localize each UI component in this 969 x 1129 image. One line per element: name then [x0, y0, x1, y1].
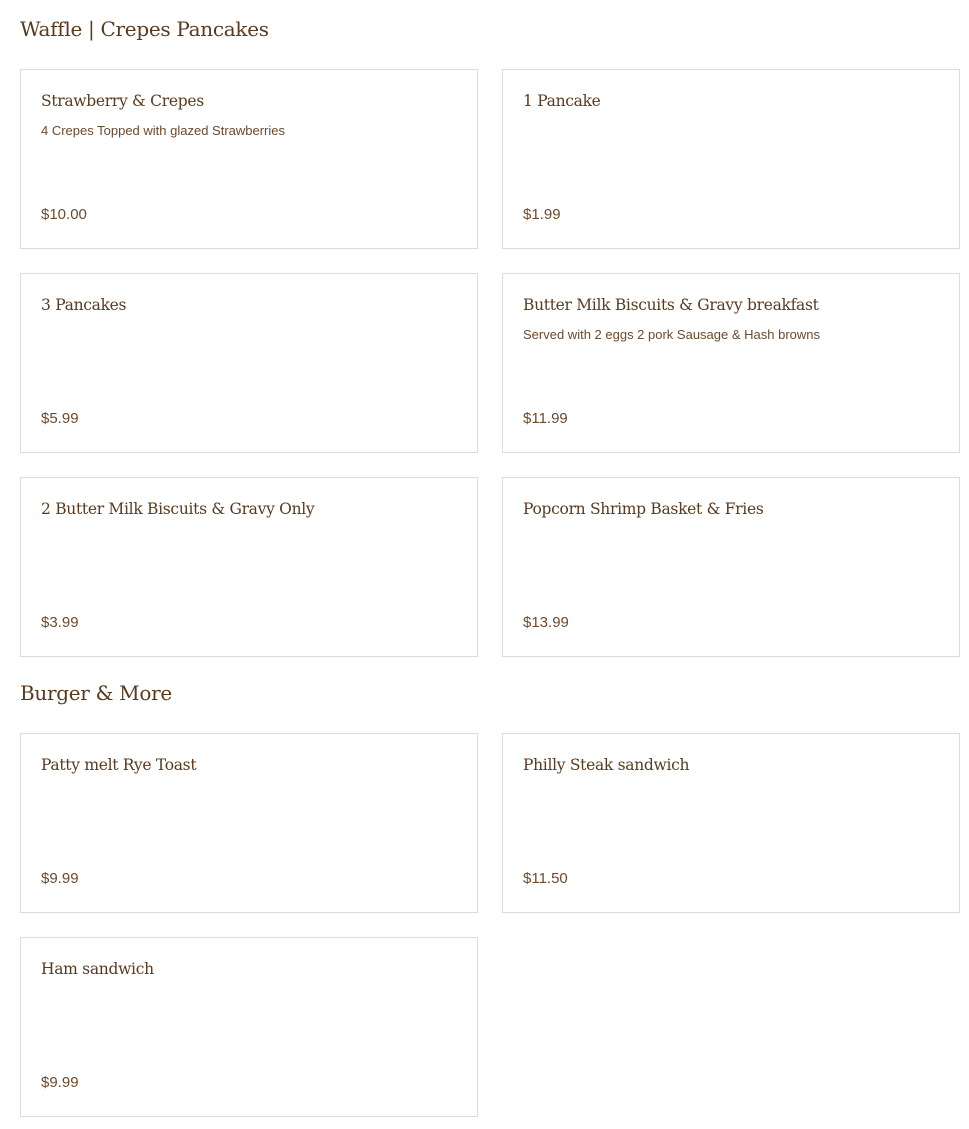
menu-item-card[interactable] — [502, 273, 960, 453]
menu-item-price: $3.99 — [41, 614, 79, 631]
menu-item-name: Ham sandwich — [41, 960, 154, 978]
menu-item-name: 2 Butter Milk Biscuits & Gravy Only — [41, 500, 315, 518]
menu-item-card[interactable] — [502, 477, 960, 657]
menu-item-card[interactable] — [502, 69, 960, 249]
menu-item-card[interactable] — [20, 477, 478, 657]
menu-item-card[interactable] — [20, 273, 478, 453]
menu-item-card[interactable] — [502, 733, 960, 913]
menu-item-name: Strawberry & Crepes — [41, 92, 204, 110]
menu-item-name: Butter Milk Biscuits & Gravy breakfast — [523, 296, 819, 314]
menu-item-price: $9.99 — [41, 870, 79, 887]
menu-item-card[interactable] — [20, 69, 478, 249]
menu-item-price: $10.00 — [41, 206, 87, 223]
menu-item-price: $11.50 — [523, 870, 568, 887]
menu-item-description: 4 Crepes Topped with glazed Strawberries — [41, 123, 286, 138]
menu-item-name: Patty melt Rye Toast — [41, 756, 197, 774]
menu-item-name: Popcorn Shrimp Basket & Fries — [523, 500, 764, 518]
menu-item-card[interactable] — [20, 937, 478, 1117]
menu-item-name: Philly Steak sandwich — [523, 756, 690, 774]
section-title-burger-and-more: Burger & More — [20, 681, 172, 705]
menu-item-price: $13.99 — [523, 614, 569, 631]
menu-item-price: $11.99 — [523, 410, 568, 427]
section-title-waffle-crepes-pancakes: Waffle | Crepes Pancakes — [20, 17, 269, 41]
menu-item-name: 1 Pancake — [523, 92, 601, 110]
menu-item-card[interactable] — [20, 733, 478, 913]
menu-item-price: $9.99 — [41, 1074, 79, 1091]
menu-item-name: 3 Pancakes — [41, 296, 127, 314]
menu-item-price: $5.99 — [41, 410, 79, 427]
menu-item-description: Served with 2 eggs 2 pork Sausage & Hash browns — [523, 327, 821, 342]
menu-item-price: $1.99 — [523, 206, 561, 223]
